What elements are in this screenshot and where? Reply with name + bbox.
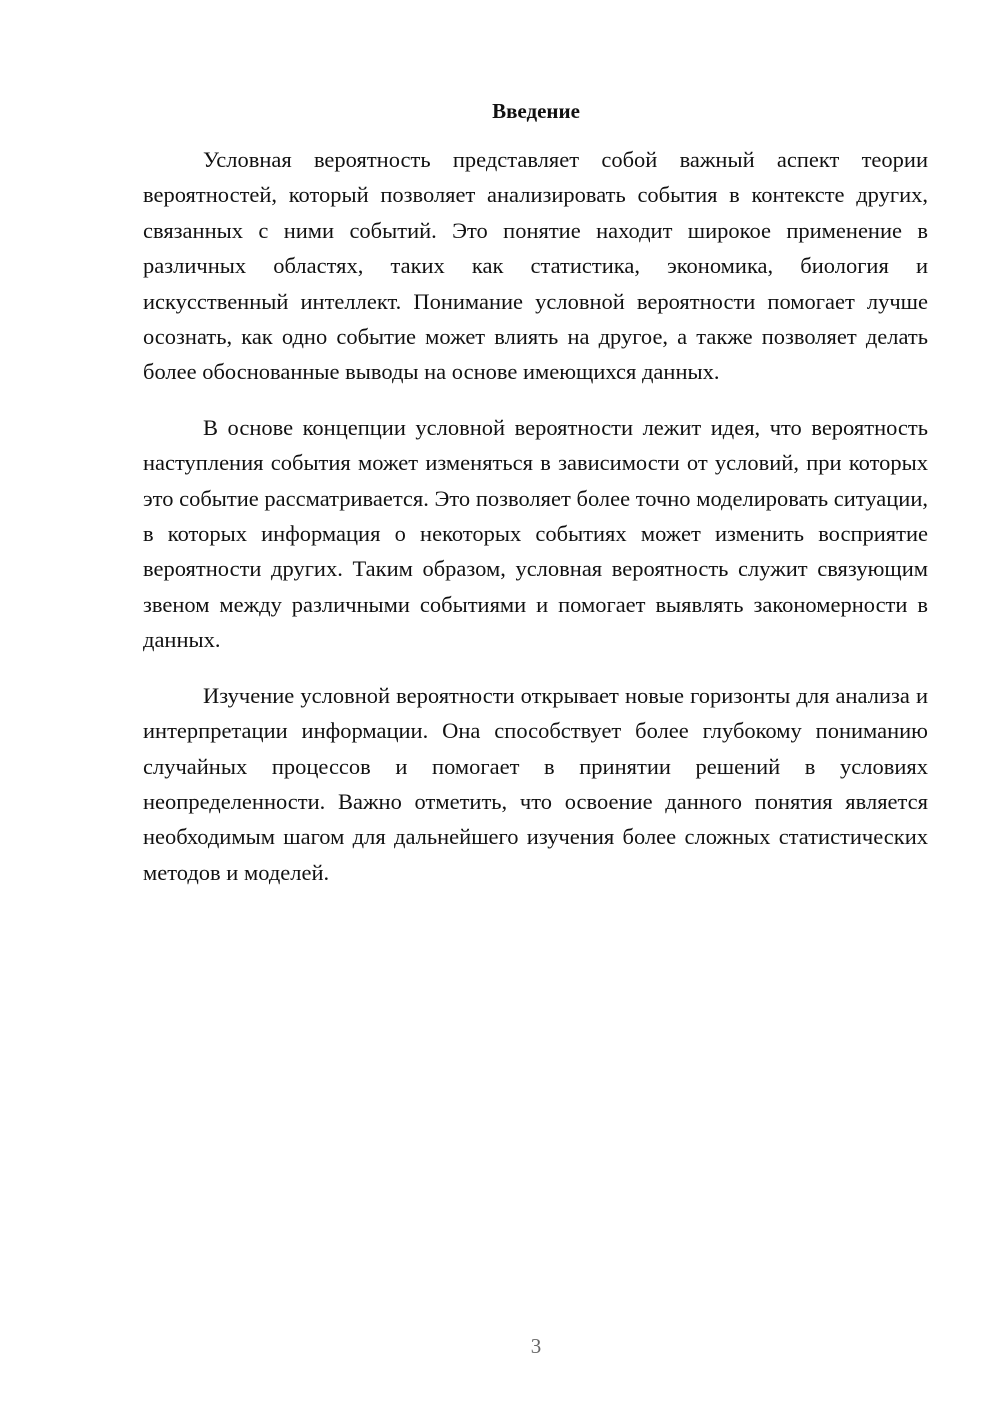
paragraph-3: Изучение условной вероятности открывает новые горизонты для анализа и интерпретации информации. Она способствует более глубокому пониманию случайных процессов и помогает в принятии решений в условиях неопределенности. Важно отметить, что освоение данного понятия является необходимым шагом для дальнейшего изучения более сложных статистических методов и моделей. (143, 682, 928, 885)
paragraph-1: Условная вероятность представляет собой важный аспект теории вероятностей, который позволяет анализировать события в контексте других, связанных с ними событий. Это понятие находит широкое применение в различных областях, таких как статистика, экономика, биология и искусственный интеллект. Понимание условной вероятности помогает лучше осознать, как одно событие может влиять на другое, а также позволяет делать более обоснованные выводы на основе имеющихся данных. (143, 147, 928, 385)
page-number: 3 (530, 1334, 542, 1358)
paragraph-2: В основе концепции условной вероятности лежит идея, что вероятность наступления события может изменяться в зависимости от условий, при которых это событие рассматривается. Это позволяет более точно моделировать ситуации, в которых информация о некоторых событиях может изменить восприятие вероятности других. Таким образом, условная вероятность служит связующим звеном между различными событиями и помогает выявлять закономерности в данных. (143, 414, 928, 653)
body-text (143, 142, 928, 910)
section-heading: Введение (492, 99, 580, 123)
